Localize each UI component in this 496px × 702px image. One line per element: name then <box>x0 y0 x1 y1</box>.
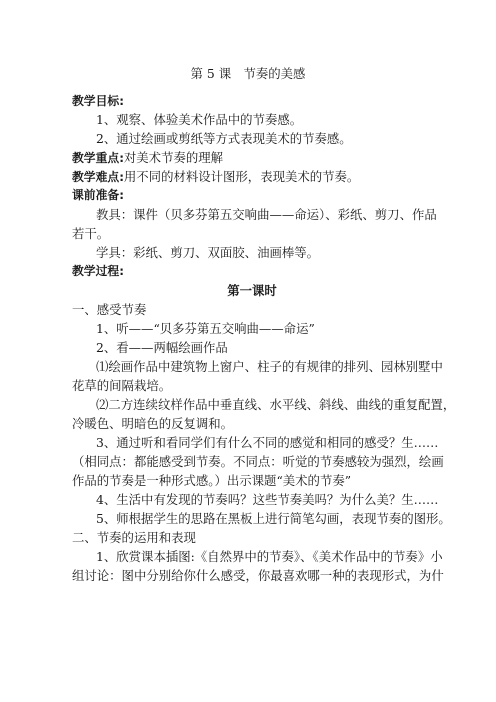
paragraph-line: 1、欣赏课本插图:《自然界中的节奏》、《美术作品中的节奏》小 <box>96 549 443 564</box>
goals-label: 教学目标: <box>72 94 124 108</box>
difficulty-row <box>72 169 432 185</box>
goal-item: 2、通过绘画或剪纸等方式表现美术的节奏感。 <box>96 131 352 146</box>
paragraph-line: 3、通过听和看同学们有什么不同的感觉和相同的感受？生…… <box>96 435 439 450</box>
paragraph-line: （相同点：都能感受到节奏。不同点：听觉的节奏感较为强烈，绘画 <box>72 454 444 469</box>
goal-item: 1、观察、体验美术作品中的节奏感。 <box>96 112 303 127</box>
difficulty-label: 教学难点: <box>72 170 124 184</box>
paragraph-line: 花草的间隔栽培。 <box>72 378 172 393</box>
student-tools-line: 学具：彩纸、剪刀、双面胶、油画棒等。 <box>96 245 320 260</box>
section-heading: 一、感受节奏 <box>72 302 147 317</box>
section-heading: 二、节奏的运用和表现 <box>72 530 196 545</box>
key-point-label: 教学重点: <box>72 151 124 165</box>
paragraph-line: ⑵二方连续纹样作品中垂直线、水平线、斜线、曲线的重复配置， <box>96 397 456 412</box>
paragraph-line: 冷暖色、明暗色的反复调和。 <box>72 416 234 431</box>
paragraph-line: 组讨论：图中分别给你什么感受，你最喜欢哪一种的表现形式，为什 <box>72 568 444 583</box>
teacher-tools-line: 教具：课件（贝多芬第五交响曲——命运）、彩纸、剪刀、作品 <box>96 207 437 222</box>
teacher-tools-continuation: 若干。 <box>72 226 110 241</box>
lesson-title: 第 5 课 节奏的美感 <box>190 66 306 81</box>
difficulty-text: 用不同的材料设计图形，表现美术的节奏。 <box>123 169 360 184</box>
paragraph-line: ⑴绘画作品中建筑物上窗户、柱子的有规律的排列、园林别墅中 <box>96 359 443 374</box>
paragraph-line: 1、听——“贝多芬第五交响曲——命运” <box>96 321 315 336</box>
key-point-row <box>72 150 432 166</box>
paragraph-line: 2、看——两幅绘画作品 <box>96 340 228 355</box>
process-label: 教学过程: <box>72 264 124 278</box>
paragraph-line: 5、师根据学生的思路在黑板上进行简笔勾画，表现节奏的图形。 <box>96 511 451 526</box>
paragraph-line: 4、生活中有发现的节奏吗？这些节奏美吗？为什么美？生…… <box>96 492 439 507</box>
lesson-heading: 第一课时 <box>227 283 277 298</box>
prep-label: 课前准备: <box>72 188 124 202</box>
key-point-text: 对美术节奏的理解 <box>123 150 224 165</box>
paragraph-line: 作品的节奏是一种形式感。）出示课题“美术的节奏” <box>72 473 352 488</box>
